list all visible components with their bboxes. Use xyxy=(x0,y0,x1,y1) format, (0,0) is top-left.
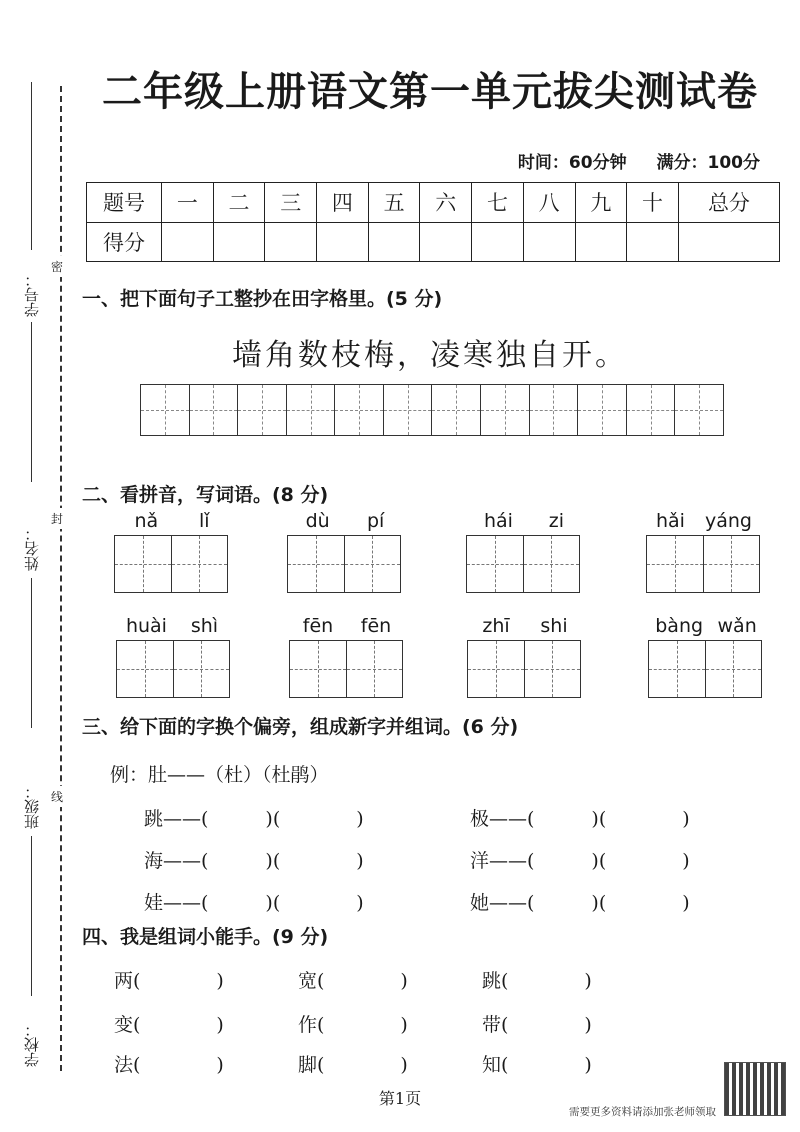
pinyin-label xyxy=(467,615,583,637)
tianzige-cell[interactable] xyxy=(524,536,580,592)
tianzige-strip[interactable] xyxy=(140,384,724,436)
radical-exercise-item[interactable]: 娃——( )( ) xyxy=(144,892,364,914)
exam-title: 二年级上册语文第一单元拔尖测试卷 xyxy=(102,69,758,115)
page-number: 第1页 xyxy=(378,1089,422,1108)
pinyin-label xyxy=(287,510,403,532)
score-cell[interactable] xyxy=(420,222,472,262)
pinyin-syllable: lǐ xyxy=(199,510,210,532)
writing-box[interactable] xyxy=(116,640,230,698)
word-exercise-item[interactable]: 脚( ) xyxy=(298,1054,408,1076)
score-cell[interactable] xyxy=(213,222,265,262)
word-exercise-item[interactable]: 两( ) xyxy=(114,970,224,992)
tianzige-cell[interactable] xyxy=(190,385,239,435)
pinyin-syllable: huài xyxy=(125,615,167,637)
student-id-label: 学号： xyxy=(23,272,41,317)
pinyin-syllable: pí xyxy=(367,510,385,532)
table-cell: 八 xyxy=(523,183,575,223)
tianzige-cell[interactable] xyxy=(706,641,762,697)
table-cell: 一 xyxy=(162,183,214,223)
pinyin-label xyxy=(648,615,764,637)
word-exercise-item[interactable]: 带( ) xyxy=(482,1014,592,1036)
writing-box[interactable] xyxy=(646,535,760,593)
score-cell[interactable] xyxy=(575,222,627,262)
tianzige-cell[interactable] xyxy=(432,385,481,435)
tianzige-cell[interactable] xyxy=(467,536,524,592)
qr-caption: 需要更多资料请添加张老师领取 xyxy=(569,1106,716,1118)
pinyin-syllable: dù xyxy=(305,510,330,532)
radical-exercise-item[interactable]: 海——( )( ) xyxy=(144,850,364,872)
tianzige-cell[interactable] xyxy=(238,385,287,435)
pinyin-syllable: yáng xyxy=(704,510,752,532)
table-cell: 总分 xyxy=(678,183,779,223)
tianzige-cell[interactable] xyxy=(468,641,525,697)
pinyin-syllable: fēn xyxy=(302,615,334,637)
tianzige-cell[interactable] xyxy=(384,385,433,435)
pinyin-syllable: nǎ xyxy=(134,510,159,532)
tianzige-cell[interactable] xyxy=(345,536,401,592)
time-info xyxy=(514,148,760,173)
pinyin-label xyxy=(466,510,582,532)
full-score: 满分：100分 xyxy=(656,153,760,173)
table-cell: 题号 xyxy=(87,183,162,223)
writing-box[interactable] xyxy=(289,640,403,698)
student-id-line[interactable] xyxy=(31,82,32,250)
table-cell: 十 xyxy=(627,183,679,223)
score-cell[interactable] xyxy=(265,222,317,262)
seal-char-xian: 线 xyxy=(51,786,63,807)
copy-sentence: 墙角数枝梅，凌寒独自开。 xyxy=(232,338,628,373)
pinyin-syllable: wǎn xyxy=(717,615,757,637)
section1-heading: 一、把下面句子工整抄在田字格里。(5 分) xyxy=(82,288,443,310)
class-label: 班级： xyxy=(23,784,41,829)
tianzige-cell[interactable] xyxy=(649,641,706,697)
tianzige-cell[interactable] xyxy=(647,536,704,592)
table-cell: 五 xyxy=(368,183,420,223)
pinyin-syllable: zi xyxy=(548,510,565,532)
table-cell: 七 xyxy=(472,183,524,223)
score-cell[interactable] xyxy=(523,222,575,262)
radical-exercise-item[interactable]: 她——( )( ) xyxy=(470,892,690,914)
binding-dashed-line xyxy=(60,86,62,1071)
tianzige-cell[interactable] xyxy=(335,385,384,435)
pinyin-label xyxy=(114,615,230,637)
section3-heading: 三、给下面的字换个偏旁，组成新字并组词。(6 分) xyxy=(82,716,519,738)
tianzige-cell[interactable] xyxy=(117,641,174,697)
name-line[interactable] xyxy=(31,578,32,728)
writing-box[interactable] xyxy=(114,535,228,593)
tianzige-cell[interactable] xyxy=(141,385,190,435)
section4-heading: 四、我是组词小能手。(9 分) xyxy=(82,926,329,948)
pinyin-label xyxy=(289,615,405,637)
pinyin-syllable: fēn xyxy=(360,615,392,637)
student-id-line-2[interactable] xyxy=(31,322,32,482)
pinyin-label xyxy=(646,510,762,532)
score-cell[interactable] xyxy=(472,222,524,262)
score-cell[interactable] xyxy=(317,222,369,262)
tianzige-cell[interactable] xyxy=(287,385,336,435)
pinyin-syllable: bàng xyxy=(655,615,704,637)
table-cell: 得分 xyxy=(87,222,162,262)
pinyin-syllable: shi xyxy=(540,615,568,637)
word-exercise-item[interactable]: 宽( ) xyxy=(298,970,408,992)
word-exercise-item[interactable]: 知( ) xyxy=(482,1054,592,1076)
time-limit: 时间：60分钟 xyxy=(517,153,627,173)
word-exercise-item[interactable]: 跳( ) xyxy=(482,970,592,992)
table-cell: 二 xyxy=(213,183,265,223)
word-exercise-item[interactable]: 作( ) xyxy=(298,1014,408,1036)
tianzige-cell[interactable] xyxy=(290,641,347,697)
tianzige-cell[interactable] xyxy=(675,385,723,435)
section2-heading: 二、看拼音，写词语。(8 分) xyxy=(82,484,329,506)
tianzige-cell[interactable] xyxy=(627,385,676,435)
tianzige-cell[interactable] xyxy=(172,536,228,592)
pinyin-syllable: zhī xyxy=(482,615,510,637)
tianzige-cell[interactable] xyxy=(481,385,530,435)
radical-exercise-item[interactable]: 跳——( )( ) xyxy=(144,808,364,830)
tianzige-cell[interactable] xyxy=(174,641,230,697)
writing-box[interactable] xyxy=(648,640,762,698)
pinyin-syllable: hǎi xyxy=(656,510,685,532)
radical-exercise-item[interactable]: 洋——( )( ) xyxy=(470,850,690,872)
score-table-score-row xyxy=(87,222,780,262)
score-cell[interactable] xyxy=(627,222,679,262)
table-cell: 三 xyxy=(265,183,317,223)
score-cell[interactable] xyxy=(162,222,214,262)
tianzige-cell[interactable] xyxy=(115,536,172,592)
tianzige-cell[interactable] xyxy=(704,536,760,592)
pinyin-syllable: shì xyxy=(190,615,219,637)
tianzige-cell[interactable] xyxy=(530,385,579,435)
school-label: 学校： xyxy=(23,1022,41,1067)
class-line[interactable] xyxy=(31,836,32,996)
table-cell: 九 xyxy=(575,183,627,223)
table-cell: 四 xyxy=(317,183,369,223)
tianzige-cell[interactable] xyxy=(525,641,581,697)
pinyin-syllable: hái xyxy=(483,510,513,532)
table-cell: 六 xyxy=(420,183,472,223)
radical-exercise-item[interactable]: 极——( )( ) xyxy=(470,808,690,830)
writing-box[interactable] xyxy=(466,535,580,593)
pinyin-label xyxy=(114,510,230,532)
tianzige-cell[interactable] xyxy=(578,385,627,435)
example-line: 例：肚——（杜）（杜鹃） xyxy=(110,764,329,786)
seal-char-feng: 封 xyxy=(51,508,63,529)
score-table xyxy=(86,182,780,262)
qr-code[interactable] xyxy=(724,1062,786,1116)
writing-box[interactable] xyxy=(287,535,401,593)
name-label: 姓名： xyxy=(23,526,41,571)
tianzige-cell[interactable] xyxy=(347,641,403,697)
word-exercise-item[interactable]: 变( ) xyxy=(114,1014,224,1036)
word-exercise-item[interactable]: 法( ) xyxy=(114,1054,224,1076)
seal-char-mi: 密 xyxy=(51,256,63,277)
tianzige-cell[interactable] xyxy=(288,536,345,592)
score-cell[interactable] xyxy=(368,222,420,262)
score-table-header-row xyxy=(87,183,780,223)
score-cell[interactable] xyxy=(678,222,779,262)
writing-box[interactable] xyxy=(467,640,581,698)
